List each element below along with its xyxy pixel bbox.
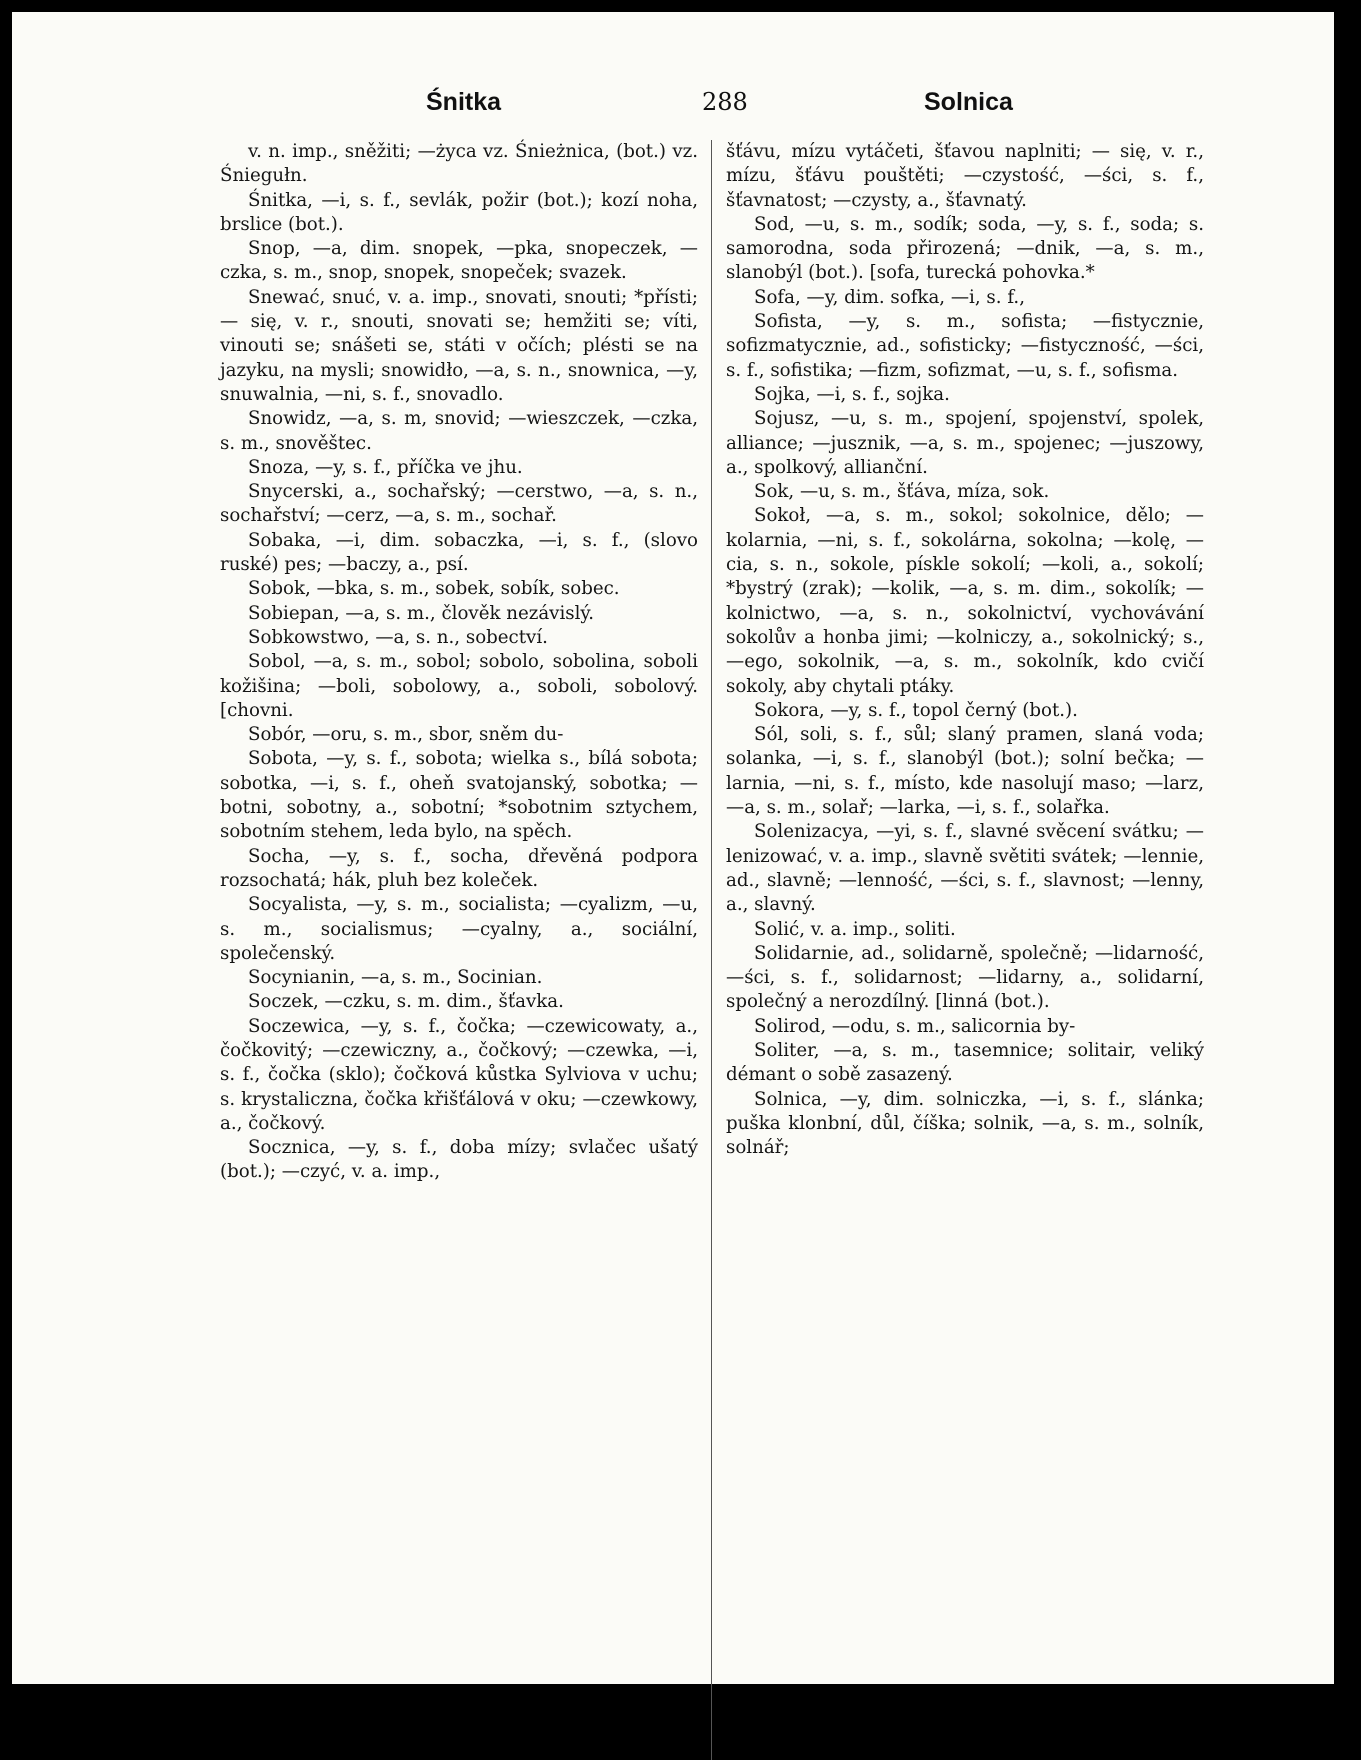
dictionary-entry: Sojusz, —u, s. m., spojení, spojenství, spolek, alliance; —jusznik, —a, s. m., spojenec; —juszowy, a., spolkový, allianční. — [726, 408, 1204, 478]
dictionary-entry: Soczek, —czku, s. m. dim., šťavka. — [248, 991, 564, 1013]
dictionary-entry: Solidarnie, ad., solidarně, společně; —lidarność, —ści, s. f., solidarnost; —lidarny, a., solidarní, společný a nerozdílný. [linná (bot.). — [726, 942, 1204, 1013]
dictionary-entry: Sobota, —y, s. f., sobota; wielka s., bílá sobota; sobotka, —i, s. f., oheň svatojanský, sobotka; —botni, sobotny, a., sobotní; *sobotnim sztychem, sobotním stehem, leda bylo, na spěch. — [220, 748, 698, 843]
dictionary-entry: Socznica, —y, s. f., doba mízy; svlačec ušatý (bot.); —czyć, v. a. imp., — [220, 1137, 698, 1183]
dictionary-entry: Socynianin, —a, s. m., Socinian. — [248, 967, 543, 989]
dictionary-entry: Socyalista, —y, s. m., socialista; —cyalizm, —u, s. m., socialismus; —cyalny, a., sociální, společenský. — [220, 894, 698, 964]
dictionary-entry: Solenizacya, —yi, s. f., slavné svěcení svátku; —lenizować, v. a. imp., slavně světiti svátek; —lennie, ad., slavně; —lenność, —ści, s. f., slavnost; —lenny, a., slavný. — [726, 821, 1204, 916]
page-header — [200, 88, 1060, 124]
dictionary-entry: Sobok, —bka, s. m., sobek, sobík, sobec. — [248, 578, 620, 600]
column-divider — [711, 140, 712, 1760]
dictionary-entry: Sobaka, —i, dim. sobaczka, —i, s. f., (slovo ruské) pes; —baczy, a., psí. — [220, 529, 698, 576]
right-guide-word: Solnica — [924, 88, 1013, 116]
dictionary-entry: Snycerski, a., sochařský; —cerstwo, —a, s. n., sochařství; —cerz, —a, s. m., sochař. — [220, 481, 698, 527]
dictionary-entry: Snewać, snuć, v. a. imp., snovati, snouti; *přísti; — się, v. r., snouti, snovati se; hemžiti se; víti, vinouti se; snášeti se, státi v očích; plésti se na jazyku, na mysli; snowidło, —a, s. n., snownica, —y, snuwalnia, —ni, s. f., snovadlo. — [220, 286, 698, 405]
dictionary-entry: Sofista, —y, s. m., sofista; —fistycznie, sofizmatycznie, ad., sofisticky; —fistyczność, —ści, s. f., sofistika; —fizm, sofizmat, —u, s. f., sofisma. — [726, 311, 1204, 381]
dictionary-entry: Soczewica, —y, s. f., čočka; —czewicowaty, a., čočkovitý; —czewiczny, a., čočkový; —czewka, —i, s. f., čočka (sklo); čočková kůstka Sylviova v uchu; s. krystaliczna, čočka křišťálová v oku; —czewkowy, a., čočkový. — [220, 1015, 698, 1134]
dictionary-entry: Sobiepan, —a, s. m., člověk nezávislý. — [248, 602, 595, 624]
left-guide-word: Śnitka — [426, 88, 502, 116]
dictionary-entry: Soliter, —a, s. m., tasemnice; solitair, veliký démant o sobě zasazený. — [726, 1039, 1204, 1086]
dictionary-entry: Socha, —y, s. f., socha, dřevěná podpora rozsochatá; hák, pluh bez koleček. — [220, 845, 698, 891]
dictionary-entry: v. n. imp., sněžiti; —życa vz. Śnieżnica, (bot.) vz. Śniegułn. — [220, 141, 698, 187]
left-column — [220, 140, 698, 1185]
dictionary-entry: Sól, soli, s. f., sůl; slaný pramen, slaná voda; solanka, —i, s. f., slanobýl (bot.); solní bečka; —larnia, —ni, s. f., místo, kde nasolují maso; —larz, —a, s. m., solař; —larka, —i, s. f., solařka. — [726, 724, 1204, 819]
dictionary-entry: Solnica, —y, dim. solniczka, —i, s. f., slánka; puška klonbní, důl, číška; solnik, —a, s. m., solník, solnář; — [726, 1088, 1204, 1159]
dictionary-entry: Sobór, —oru, s. m., sbor, sněm du- — [248, 724, 564, 746]
dictionary-entry: Sokora, —y, s. f., topol černý (bot.). — [754, 699, 1078, 721]
scan-edge — [1334, 0, 1361, 1696]
dictionary-entry: Sobkowstwo, —a, s. n., sobectví. — [248, 626, 548, 648]
dictionary-entry: Sofa, —y, dim. sofka, —i, s. f., — [754, 286, 1025, 308]
dictionary-entry: Snowidz, —a, s. m, snovid; —wieszczek, —czka, s. m., snověštec. — [220, 408, 698, 454]
dictionary-entry: Solić, v. a. imp., soliti. — [754, 918, 956, 940]
dictionary-entry: Snop, —a, dim. snopek, —pka, snopeczek, —czka, s. m., snop, snopek, snopeček; svazek. — [220, 238, 698, 284]
page-number: 288 — [702, 88, 748, 116]
dictionary-entry: Solirod, —odu, s. m., salicornia by- — [754, 1015, 1076, 1037]
dictionary-entry: Sojka, —i, s. f., sojka. — [754, 383, 950, 405]
dictionary-entry: šťávu, mízu vytáčeti, šťavou naplniti; — się, v. r., mízu, šťávu pouštěti; —czystość, —ści, s. f., šťavnatost; —czysty, a., šťavnatý. — [726, 141, 1204, 211]
dictionary-entry: Sod, —u, s. m., sodík; soda, —y, s. f., soda; s. samorodna, soda přirozená; —dnik, —a, s. m., slanobýl (bot.). [sofa, turecká pohovka.* — [726, 213, 1204, 284]
dictionary-entry: Sokoł, —a, s. m., sokol; sokolnice, dělo; —kolarnia, —ni, s. f., sokolárna, sokolna; —kolę, —cia, s. n., sokole, pískle sokolí; —koli, a., sokolí; *bystrý (zrak); —kolik, —a, s. m. dim., sokolík; —kolnictwo, —a, s. n., sokolnictví, vychovávání sokolův a honba jimi; —kolniczy, a., sokolnický; s., —ego, sokolnik, —a, s. m., sokolník, kdo cvičí sokoly, aby chytali ptáky. — [726, 505, 1204, 697]
right-column — [726, 140, 1204, 1160]
dictionary-entry: Sobol, —a, s. m., sobol; sobolo, sobolina, soboli kožišina; —boli, sobolowy, a., soboli, sobolový. [chovni. — [220, 651, 698, 721]
dictionary-entry: Sok, —u, s. m., šťáva, míza, sok. — [754, 481, 1050, 503]
dictionary-entry: Śnitka, —i, s. f., sevlák, požir (bot.); kozí noha, brslice (bot.). — [220, 189, 698, 235]
dictionary-entry: Snoza, —y, s. f., příčka ve jhu. — [248, 456, 523, 478]
